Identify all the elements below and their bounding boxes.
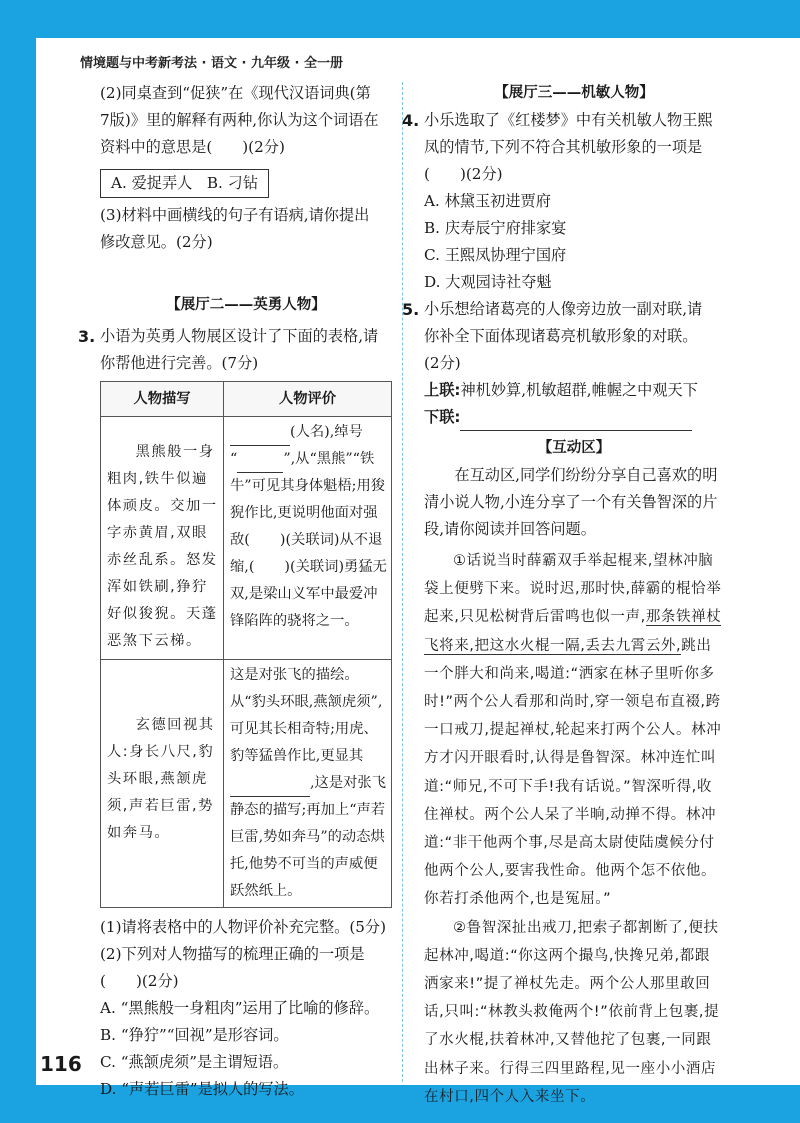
q4-option-a: A. 林黛玉初进贾府 bbox=[424, 192, 551, 210]
q4-line2: 凤的情节,下列不符合其机敏形象的一项是 bbox=[424, 138, 703, 156]
row2-description: 玄德回视其人:身长八尺,豹头环眼,燕颔虎须,声若巨雷,势如奔马。 bbox=[101, 660, 224, 908]
q5-line3: (2分) bbox=[424, 354, 461, 372]
story-paragraph-2: ②鲁智深扯出戒刀,把索子都割断了,便扶起林冲,喝道:“你这两个撮鸟,快搀兄弟,都跟洒家来!”提了禅杖先走。两个公人那里敢回话,只叫:“林教头救俺两个!”依前背上包裹,提了水火棍,扶着林冲,又替他拕了包裹,一同跟出林子来。行得三四里路程,见一座小小酒店在村口,四个人入来坐下。 bbox=[424, 919, 720, 1105]
q2-options-box bbox=[100, 169, 269, 198]
q2-sub2-line2: 7版)》里的解释有两种,你认为这个词语在 bbox=[100, 111, 379, 129]
q2-sub2-line3: 资料中的意思是( )(2分) bbox=[100, 138, 285, 156]
q3-option-c: C. “燕颔虎须”是主谓短语。 bbox=[100, 1053, 289, 1071]
option-b: B. 刁钻 bbox=[206, 174, 259, 192]
table-row bbox=[101, 417, 392, 660]
q2-sub2-line1: (2)同桌查到“促狭”在《现代汉语词典(第 bbox=[100, 84, 371, 102]
q3-option-a: A. “黑熊般一身粗肉”运用了比喻的修辞。 bbox=[100, 999, 380, 1017]
q5-line1: 小乐想给诸葛亮的人像旁边放一副对联,请 bbox=[424, 300, 703, 318]
trait-blank[interactable] bbox=[230, 796, 310, 797]
q3-sub2-line2: ( )(2分) bbox=[100, 972, 179, 990]
row1-description: 黑熊般一身粗肉,铁牛似遍体顽皮。交加一字赤黄眉,双眼赤丝乱系。怒发浑如铁刷,狰狞好似狻猊。天蓬恶煞下云梯。 bbox=[101, 417, 224, 660]
question-4 bbox=[402, 107, 724, 296]
q3-option-b: B. “狰狞”“回视”是形容词。 bbox=[100, 1026, 289, 1044]
nickname-blank[interactable] bbox=[237, 472, 283, 473]
story-paragraph-1: ①话说当时薛霸双手举起棍来,望林冲脑袋上便劈下来。说时迟,那时快,薛霸的棍恰举起来,只见松树背后雷鸣也似一声,那条铁禅杖飞将来,把这水火棍一隔,丢去九霄云外,跳出一个胖大和尚来,喝道:“洒家在林子里听你多时!”两个公人看那和尚时,穿一领皂布直裰,跨一口戒刀,提起禅杖,轮起来打两个公人。林冲方才闪开眼看时,认得是鲁智深。林冲连忙叫道:“师兄,不可下手!我有话说。”智深听得,收住禅杖。两个公人呆了半晌,动掸不得。林冲道:“非干他两个事,尽是高太尉使陆虞候分付他两个公人,要害我性命。他两个怎不依他。你若打杀他两个,也是冤屈。” bbox=[424, 553, 722, 908]
q4-option-b: B. 庆寿辰宁府排家宴 bbox=[424, 219, 567, 237]
q4-option-d: D. 大观园诗社夺魁 bbox=[424, 273, 552, 291]
character-table bbox=[100, 381, 392, 908]
row1-evaluation: (人名),绰号 “ ”,从“黑熊”“铁牛”可见其身体魁梧;用狻猊作比,更说明他面对强敌( )(关联词)从不退缩,( )(关联词)勇猛无双,是梁山义军中最爱冲锋陷阵的骁将之一。 bbox=[224, 417, 392, 660]
row2-evaluation: 这是对张飞的描绘。从“豹头环眼,燕颔虎须”,可见其长相奇特;用虎、豹等猛兽作比,更显其 ,这是对张飞静态的描写;再加上“声若巨雷,势如奔马”的动态烘托,他势不可当的声威便跃然纸上。 bbox=[224, 660, 392, 908]
q5-line2: 你补全下面体现诸葛亮机敏形象的对联。 bbox=[424, 327, 698, 345]
q3-option-d: D. “声若巨雷”是拟人的写法。 bbox=[100, 1080, 304, 1098]
intro-paragraph: 在互动区,同学们纷纷分享自己喜欢的明清小说人物,小连分享了一个有关鲁智深的片段,请你阅读并回答问题。 bbox=[424, 466, 718, 538]
couplet-lower: 下联: bbox=[424, 404, 724, 431]
running-header: 情境题与中考新考法 · 语文 · 九年级 · 全一册 bbox=[80, 56, 343, 71]
question-3 bbox=[78, 323, 392, 377]
q3-line2: 你帮他进行完善。(7分) bbox=[100, 354, 259, 372]
section-title-hall3: 【展厅三——机敏人物】 bbox=[494, 85, 654, 101]
section-title-interactive: 【互动区】 bbox=[537, 440, 611, 456]
q4-line3: ( )(2分) bbox=[424, 165, 503, 183]
lower-couplet-blank[interactable] bbox=[460, 430, 692, 431]
q3-sub1: (1)请将表格中的人物评价补充完整。(5分) bbox=[100, 918, 387, 936]
underlined-sentence: 那条铁禅杖飞将来,把这水火棍一隔,丢去九霄云外, bbox=[424, 609, 722, 654]
couplet-upper: 上联:神机妙算,机敏超群,帷幄之中观天下 bbox=[424, 381, 698, 399]
q2-sub3-line1: (3)材料中画横线的句子有语病,请你提出 bbox=[100, 206, 370, 224]
name-blank[interactable] bbox=[230, 445, 290, 446]
q3-line1: 小语为英勇人物展区设计了下面的表格,请 bbox=[100, 327, 379, 345]
q3-sub2-line1: (2)下列对人物描写的梳理正确的一项是 bbox=[100, 945, 365, 963]
section-title-hall2: 【展厅二——英勇人物】 bbox=[166, 297, 326, 313]
table-row bbox=[101, 660, 392, 908]
question-5 bbox=[402, 296, 724, 431]
table-header-description: 人物描写 bbox=[101, 382, 224, 417]
left-column bbox=[78, 80, 392, 1103]
page-number: 116 bbox=[40, 1052, 82, 1076]
option-a: A. 爱捉弄人 bbox=[111, 174, 193, 192]
table-header-evaluation: 人物评价 bbox=[224, 382, 392, 417]
q4-line1: 小乐选取了《红楼梦》中有关机敏人物王熙 bbox=[424, 111, 713, 129]
q4-option-c: C. 王熙凤协理宁国府 bbox=[424, 246, 567, 264]
q2-sub3-line2: 修改意见。(2分) bbox=[100, 233, 213, 251]
column-divider bbox=[402, 82, 403, 1082]
q3-number: 3. bbox=[78, 327, 96, 346]
right-column bbox=[402, 80, 724, 1111]
q4-number: 4. bbox=[402, 111, 420, 130]
q5-number: 5. bbox=[402, 300, 420, 319]
